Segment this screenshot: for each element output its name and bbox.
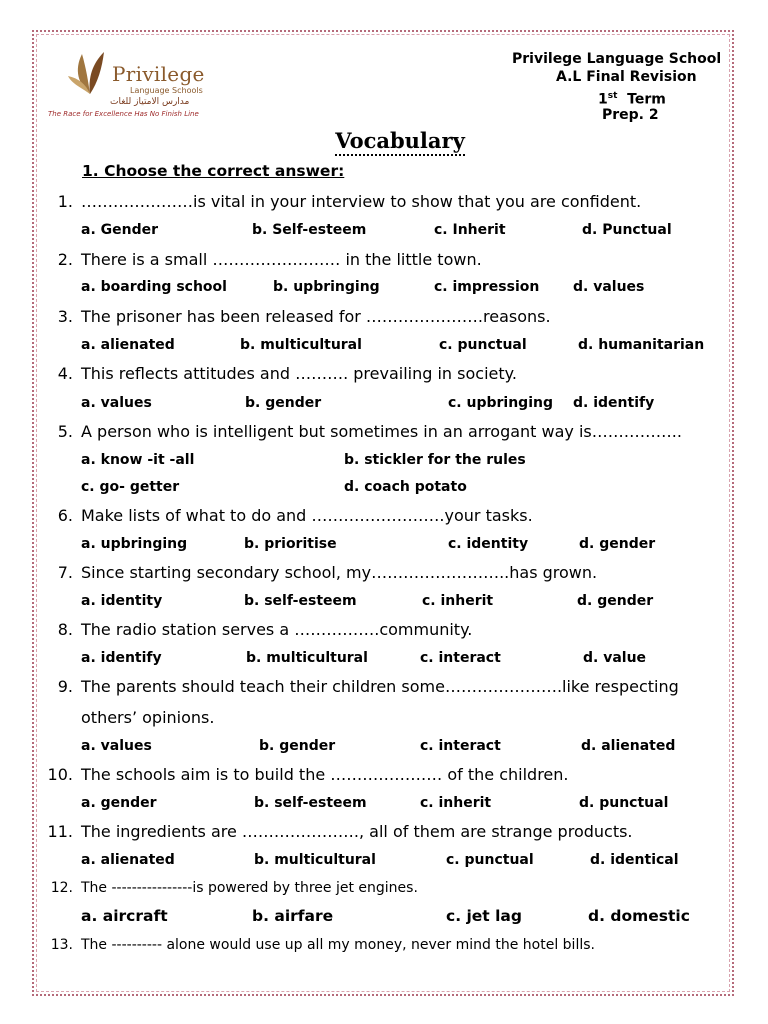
question-number: 11. (47, 822, 73, 841)
option-c[interactable]: c. impression (434, 279, 540, 295)
question-9-continued: others’ opinions. (81, 708, 215, 727)
option-a[interactable]: a. aircraft (81, 907, 168, 925)
option-a[interactable]: a. alienated (81, 852, 175, 868)
question-text: The schools aim is to build the ………………… of the children. (81, 765, 569, 784)
question-text: The ---------- alone would use up all my money, never mind the hotel bills. (81, 937, 595, 953)
option-b[interactable]: b. airfare (252, 907, 334, 925)
option-b[interactable]: b. stickler for the rules (344, 452, 526, 468)
question-text: The radio station serves a …………….community. (81, 620, 473, 639)
option-d[interactable]: d. domestic (588, 907, 690, 925)
option-d[interactable]: d. identical (590, 852, 679, 868)
option-c[interactable]: c. jet lag (446, 907, 522, 925)
option-c[interactable]: c. inherit (422, 593, 494, 609)
option-a[interactable]: a. values (81, 738, 152, 754)
question-number: 8. (57, 620, 73, 639)
logo-subtitle: Language Schools (130, 86, 203, 95)
term-number: 1 (598, 91, 608, 108)
option-c[interactable]: c. punctual (446, 852, 534, 868)
question-text: There is a small …………………… in the little town. (81, 250, 482, 269)
option-d[interactable]: d. identify (573, 395, 655, 411)
option-c[interactable]: c. punctual (439, 337, 527, 353)
grade-label: Prep. 2 (602, 107, 659, 123)
question-number: 12. (50, 880, 73, 896)
option-c[interactable]: c. inherit (420, 795, 492, 811)
question-11 (47, 822, 633, 841)
option-c[interactable]: c. identity (448, 536, 529, 552)
question-text: Since starting secondary school, my……………………..has grown. (81, 563, 598, 582)
option-d[interactable]: d. coach potato (344, 479, 467, 495)
option-b[interactable]: b. gender (245, 395, 322, 411)
option-c[interactable]: c. go- getter (81, 479, 180, 495)
question-number: 2. (57, 250, 73, 269)
question-text: The ingredients are …………………., all of them are strange products. (81, 822, 633, 841)
question-text: The parents should teach their children some………………….like respecting (81, 677, 679, 696)
option-a[interactable]: a. identity (81, 593, 163, 609)
question-number: 4. (57, 364, 73, 383)
question-9 (57, 677, 679, 696)
question-1 (57, 192, 642, 211)
option-b[interactable]: b. self-esteem (254, 795, 367, 811)
question-text: A person who is intelligent but sometimes in an arrogant way is…………….. (81, 422, 682, 441)
question-3 (57, 307, 551, 326)
option-d[interactable]: d. gender (579, 536, 656, 552)
question-4 (57, 364, 517, 383)
option-a[interactable]: a. values (81, 395, 152, 411)
question-13 (50, 937, 595, 953)
option-b[interactable]: b. multicultural (246, 650, 368, 666)
school-logo (48, 48, 208, 122)
revision-label: A.L Final Revision (556, 69, 697, 85)
leaf-logo-icon (68, 50, 112, 96)
option-d[interactable]: d. humanitarian (578, 337, 705, 353)
logo-arabic: مدارس الامتياز للغات (110, 97, 190, 107)
question-7 (57, 563, 598, 582)
question-5 (57, 422, 682, 441)
question-number: 10. (47, 765, 73, 784)
question-number: 1. (57, 192, 73, 211)
option-a[interactable]: a. identify (81, 650, 162, 666)
question-2 (57, 250, 482, 269)
option-b[interactable]: b. multicultural (240, 337, 362, 353)
option-d[interactable]: d. value (583, 650, 647, 666)
option-c[interactable]: c. Inherit (434, 222, 506, 238)
question-10 (47, 765, 569, 784)
school-name: Privilege Language School (512, 51, 722, 67)
question-number: 9. (57, 677, 73, 696)
option-b[interactable]: b. Self-esteem (252, 222, 367, 238)
option-c[interactable]: c. interact (420, 650, 501, 666)
question-6 (57, 506, 533, 525)
question-number: 5. (57, 422, 73, 441)
option-a[interactable]: a. boarding school (81, 279, 227, 295)
question-text: Make lists of what to do and …………………….your tasks. (81, 506, 533, 525)
option-b[interactable]: b. prioritise (244, 536, 337, 552)
option-a[interactable]: a. Gender (81, 222, 159, 238)
option-b[interactable]: b. gender (259, 738, 336, 754)
option-b[interactable]: b. self-esteem (244, 593, 357, 609)
option-d[interactable]: d. values (573, 279, 645, 295)
option-d[interactable]: d. punctual (579, 795, 669, 811)
logo-tagline: The Race for Excellence Has No Finish Line (48, 110, 199, 118)
question-number: 13. (50, 937, 73, 953)
option-c[interactable]: c. upbringing (448, 395, 553, 411)
option-a[interactable]: a. alienated (81, 337, 175, 353)
section-heading: 1. Choose the correct answer: (82, 162, 345, 180)
page-title (0, 128, 768, 153)
logo-brand: Privilege (112, 62, 205, 86)
term-word: Term (627, 91, 666, 108)
option-a[interactable]: a. know -it -all (81, 452, 195, 468)
question-number: 6. (57, 506, 73, 525)
question-text: …………………is vital in your interview to show that you are confident. (81, 192, 642, 211)
option-d[interactable]: d. Punctual (582, 222, 672, 238)
question-number: 7. (57, 563, 73, 582)
option-c[interactable]: c. interact (420, 738, 501, 754)
question-8 (57, 620, 473, 639)
question-12 (50, 880, 418, 896)
question-number: 3. (57, 307, 73, 326)
option-a[interactable]: a. gender (81, 795, 157, 811)
page-title-text: Vocabulary (335, 128, 465, 156)
question-text: The prisoner has been released for ………………….reasons. (81, 307, 551, 326)
option-a[interactable]: a. upbringing (81, 536, 188, 552)
option-b[interactable]: b. multicultural (254, 852, 376, 868)
question-text: The ----------------is powered by three jet engines. (81, 880, 418, 896)
question-text: This reflects attitudes and ………. prevailing in society. (81, 364, 517, 383)
option-b[interactable]: b. upbringing (273, 279, 380, 295)
option-d[interactable]: d. alienated (581, 738, 676, 754)
option-d[interactable]: d. gender (577, 593, 654, 609)
term-suffix: st (607, 91, 618, 101)
